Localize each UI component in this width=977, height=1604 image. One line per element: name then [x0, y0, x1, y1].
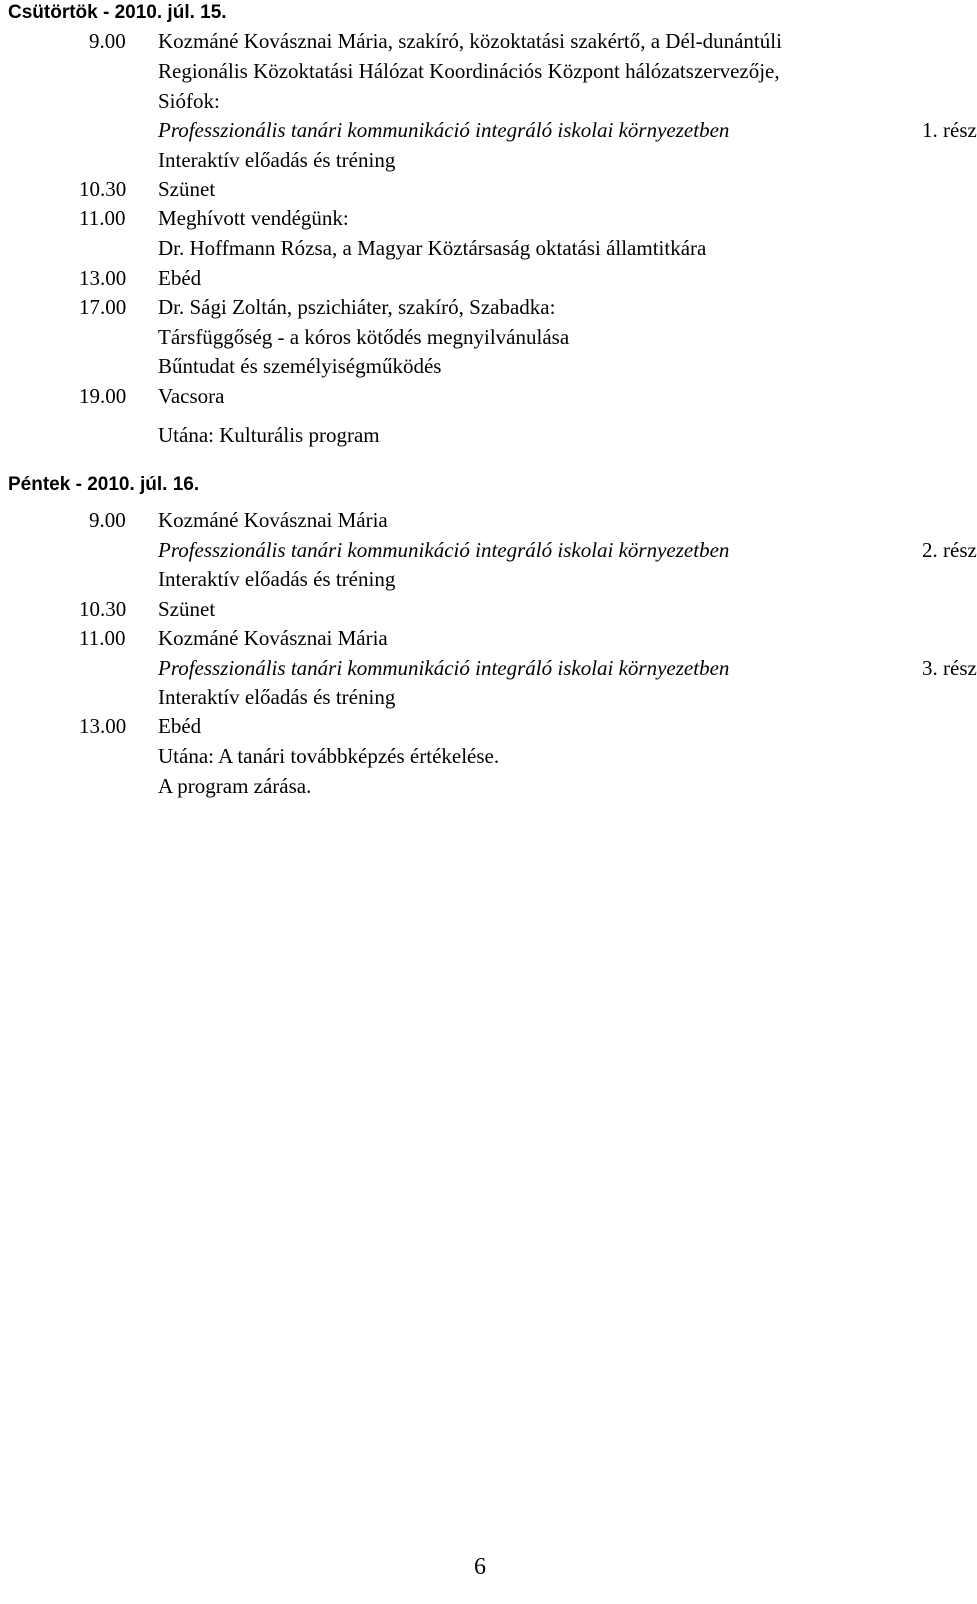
session-format: Interaktív előadás és tréning	[158, 685, 396, 709]
session-format: Interaktív előadás és tréning	[158, 567, 396, 591]
evening-program: Utána: Kulturális program	[158, 423, 380, 447]
evaluation-label: Utána: A tanári továbbképzés értékelése.	[158, 744, 500, 768]
time-13-00: 13.00	[79, 714, 127, 738]
lecture-title: Bűntudat és személyiségműködés	[158, 354, 442, 378]
guest-name: Dr. Hoffmann Rózsa, a Magyar Köztársaság oktatási államtitkára	[158, 236, 707, 260]
time-19-00: 19.00	[79, 384, 127, 408]
speaker-line: Kozmáné Kovásznai Mária	[158, 626, 388, 650]
session-title: Professzionális tanári kommunikáció integráló iskolai környezetben	[158, 538, 730, 562]
session-title: Professzionális tanári kommunikáció integráló iskolai környezetben	[158, 118, 730, 142]
lunch-label: Ebéd	[158, 714, 202, 738]
lecture-title: Társfüggőség - a kóros kötődés megnyilvánulása	[158, 325, 570, 349]
page-number: 6	[474, 1554, 486, 1580]
day-heading-thursday: Csütörtök - 2010. júl. 15.	[8, 2, 227, 23]
break-label: Szünet	[158, 597, 216, 621]
speaker-line: Dr. Sági Zoltán, pszichiáter, szakíró, Szabadka:	[158, 295, 556, 319]
time-11-00: 11.00	[79, 626, 126, 650]
time-9-00: 9.00	[89, 29, 126, 53]
session-title: Professzionális tanári kommunikáció integráló iskolai környezetben	[158, 656, 730, 680]
speaker-line: Kozmáné Kovásznai Mária, szakíró, közoktatási szakértő, a Dél-dunántúli	[158, 29, 782, 53]
time-11-00: 11.00	[79, 206, 126, 230]
time-10-30: 10.30	[79, 597, 127, 621]
day-heading-friday: Péntek - 2010. júl. 16.	[8, 474, 200, 495]
guest-heading: Meghívott vendégünk:	[158, 206, 349, 230]
time-9-00: 9.00	[89, 508, 126, 532]
session-part: 2. rész	[922, 538, 977, 562]
break-label: Szünet	[158, 177, 216, 201]
time-10-30: 10.30	[79, 177, 127, 201]
time-17-00: 17.00	[79, 295, 127, 319]
speaker-line: Regionális Közoktatási Hálózat Koordinációs Központ hálózatszervezője,	[158, 59, 780, 83]
speaker-line: Siófok:	[158, 89, 220, 113]
closing-label: A program zárása.	[158, 774, 312, 798]
lunch-label: Ebéd	[158, 266, 202, 290]
dinner-label: Vacsora	[158, 384, 225, 408]
session-part: 1. rész	[922, 118, 977, 142]
session-part: 3. rész	[922, 656, 977, 680]
session-format: Interaktív előadás és tréning	[158, 148, 396, 172]
speaker-line: Kozmáné Kovásznai Mária	[158, 508, 388, 532]
time-13-00: 13.00	[79, 266, 127, 290]
